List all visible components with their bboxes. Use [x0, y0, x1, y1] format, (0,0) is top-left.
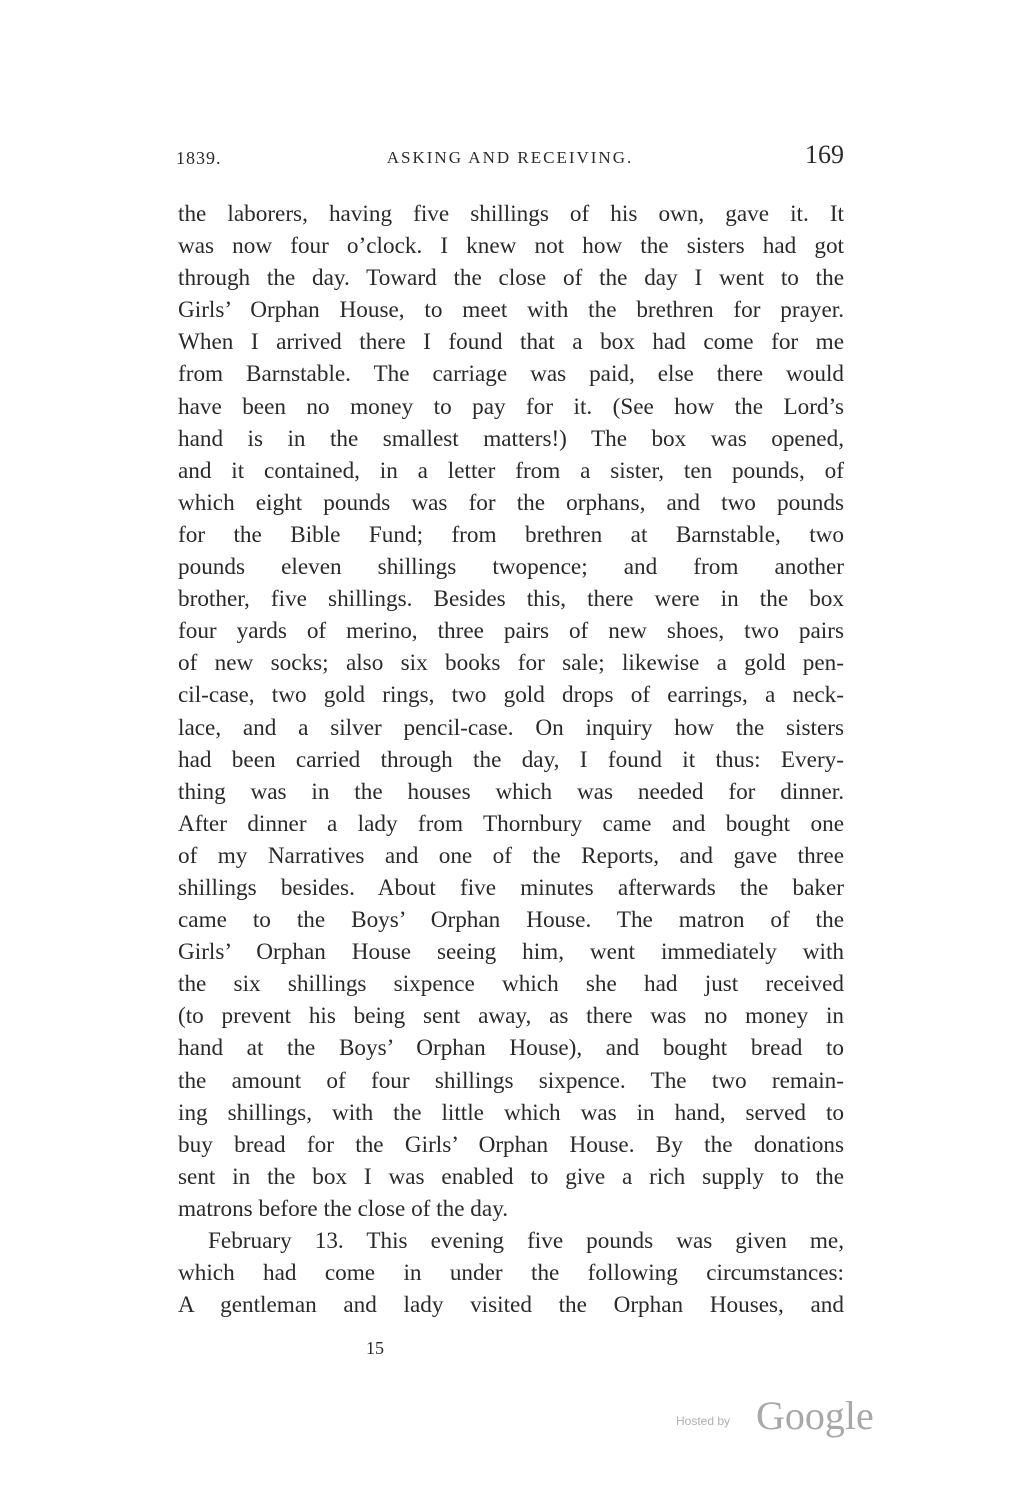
- text-line: the laborers, having five shillings of his own, gave it. It: [178, 201, 844, 227]
- text-line: which eight pounds was for the orphans, and two pounds: [178, 489, 844, 516]
- text-line: hand at the Boys’ Orphan House), and bought bread to: [178, 1035, 844, 1062]
- page-number: 169: [805, 140, 844, 169]
- text-line: shillings besides. About five minutes afterwards the baker: [178, 874, 844, 901]
- text-line: When I arrived there I found that a box had come for me: [178, 329, 844, 356]
- running-head-year: 1839.: [176, 148, 222, 168]
- google-logo: Google: [756, 1393, 874, 1438]
- text-line: ing shillings, with the little which was in hand, served to: [178, 1099, 844, 1126]
- text-line: the amount of four shillings sixpence. The two remain-: [178, 1067, 844, 1094]
- text-line: of new socks; also six books for sale; likewise a gold pen-: [178, 650, 844, 677]
- text-line: lace, and a silver pencil-case. On inquiry how the sisters: [178, 714, 844, 741]
- text-line: through the day. Toward the close of the day I went to the: [178, 265, 844, 292]
- text-line: was now four o’clock. I knew not how the sisters had got: [178, 233, 844, 260]
- text-line: and it contained, in a letter from a sister, ten pounds, of: [178, 457, 844, 484]
- text-line: matrons before the close of the day.: [178, 1195, 509, 1222]
- text-line: of my Narratives and one of the Reports, and gave three: [178, 842, 844, 869]
- text-line: hand is in the smallest matters!) The box was opened,: [178, 425, 844, 452]
- body-text: [178, 198, 844, 1321]
- text-line: brother, five shillings. Besides this, there were in the box: [178, 586, 844, 613]
- text-line: for the Bible Fund; from brethren at Barnstable, two: [178, 521, 844, 548]
- text-line: had been carried through the day, I found it thus: Every-: [178, 746, 844, 773]
- text-line: February 13. This evening five pounds was given me,: [208, 1228, 844, 1254]
- text-line: A gentleman and lady visited the Orphan Houses, and: [178, 1292, 844, 1319]
- watermark-hosted-by: Hosted by: [676, 1414, 731, 1428]
- text-line: thing was in the houses which was needed for dinner.: [178, 778, 844, 805]
- text-line: four yards of merino, three pairs of new shoes, two pairs: [178, 618, 844, 645]
- text-line: have been no money to pay for it. (See how the Lord’s: [178, 393, 844, 420]
- text-line: After dinner a lady from Thornbury came and bought one: [178, 810, 844, 837]
- text-line: pounds eleven shillings twopence; and from another: [178, 554, 844, 581]
- text-line: from Barnstable. The carriage was paid, else there would: [178, 361, 844, 388]
- text-line: came to the Boys’ Orphan House. The matron of the: [178, 907, 844, 934]
- text-line: which had come in under the following circumstances:: [178, 1260, 844, 1287]
- text-line: the six shillings sixpence which she had just received: [178, 971, 844, 998]
- signature-mark: 15: [366, 1338, 384, 1358]
- text-line: sent in the box I was enabled to give a rich supply to the: [178, 1163, 844, 1190]
- running-head-title: ASKING AND RECEIVING.: [386, 148, 634, 167]
- text-line: Girls’ Orphan House seeing him, went immediately with: [178, 939, 844, 966]
- running-head: [176, 140, 844, 176]
- text-line: buy bread for the Girls’ Orphan House. By the donations: [178, 1131, 844, 1158]
- text-line: (to prevent his being sent away, as there was no money in: [178, 1003, 844, 1030]
- text-line: Girls’ Orphan House, to meet with the brethren for prayer.: [178, 297, 844, 324]
- text-line: cil-case, two gold rings, two gold drops of earrings, a neck-: [178, 682, 844, 709]
